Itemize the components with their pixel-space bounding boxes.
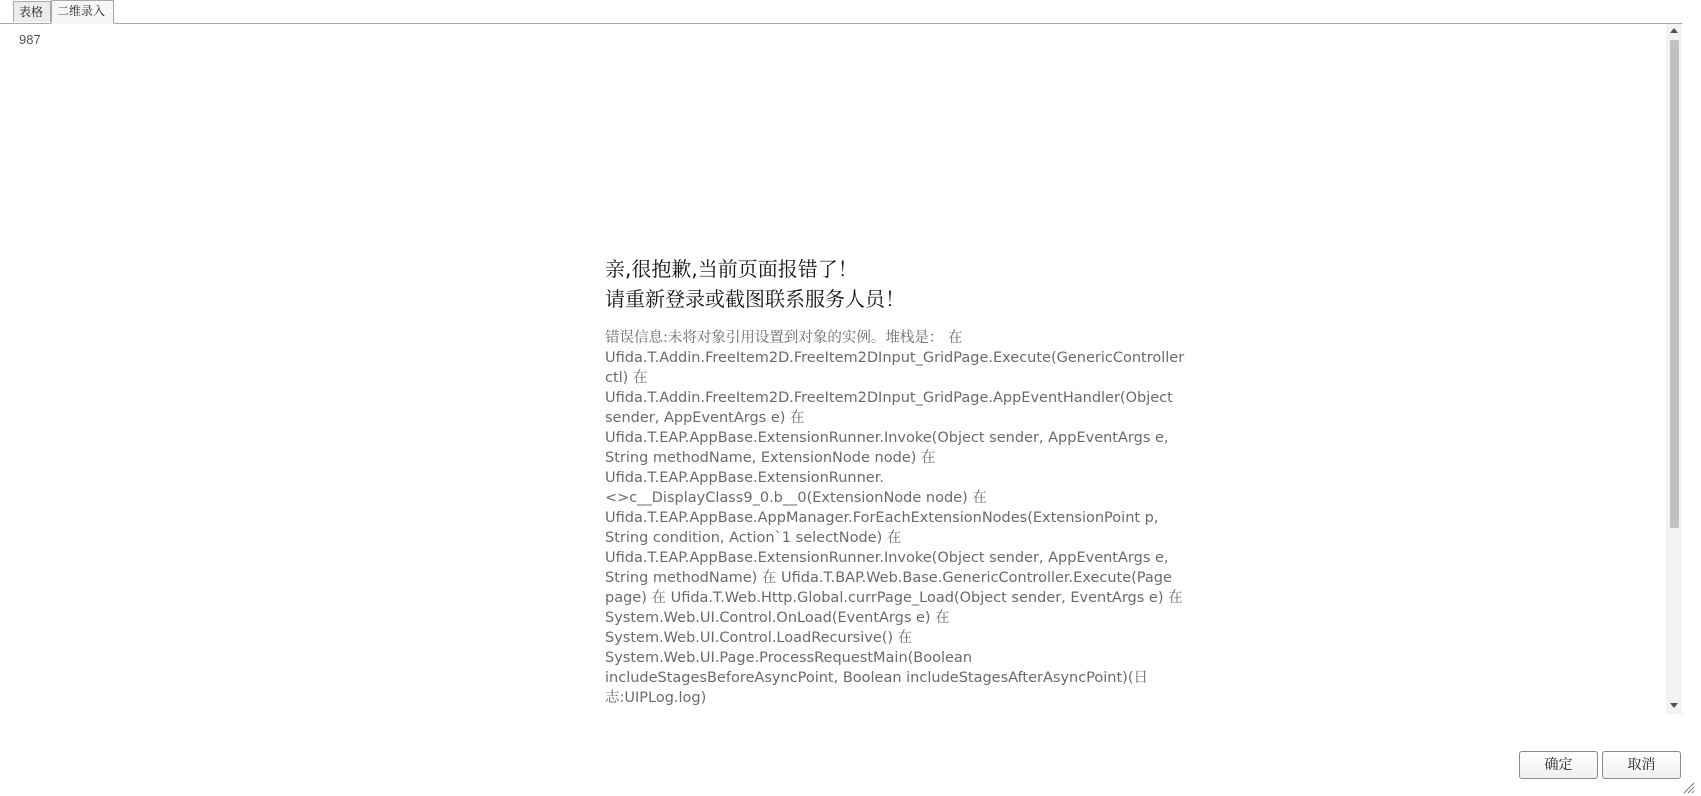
error-title-line1: 亲,很抱歉,当前页面报错了！ <box>605 257 858 281</box>
field-value: 987 <box>19 32 41 47</box>
resize-grip-icon[interactable] <box>1681 780 1695 794</box>
tab-table[interactable]: 表格 <box>13 1 51 22</box>
vertical-scrollbar[interactable] <box>1666 24 1682 714</box>
scroll-thumb[interactable] <box>1670 40 1679 528</box>
scroll-up-arrow-icon[interactable] <box>1666 24 1682 38</box>
error-detail: 错误信息:未将对象引用设置到对象的实例。堆栈是： 在 Ufida.T.Addin.FreeItem2D.FreeItem2DInput_GridPage.Execute(GenericController ctl) 在 Ufida.T.Addin.FreeItem2D.FreeItem2DInput_GridPage.AppEventHandler(Object sender, AppEventArgs e) 在 Ufida.T.EAP.AppBase.ExtensionRunner.Invoke(Object sender, AppEventArgs e, String methodName, ExtensionNode node) 在 Ufida.T.EAP.AppBase.ExtensionRunner.<>c__DisplayClass9_0.b__0(ExtensionNode node) 在 Ufida.T.EAP.AppBase.AppManager.ForEachExtensionNodes(ExtensionPoint p, String condition, Action`1 selectNode) 在 Ufida.T.EAP.AppBase.ExtensionRunner.Invoke(Object sender, AppEventArgs e, String methodName) 在 Ufida.T.BAP.Web.Base.GenericController.Execute(Page page) 在 Ufida.T.Web.Http.Global.currPage_Load(Object sender, EventArgs e) 在 System.Web.UI.Control.OnLoad(EventArgs e) 在 System.Web.UI.Control.LoadRecursive() 在 System.Web.UI.Page.ProcessRequestMain(Boolean includeStagesBeforeAsyncPoint, Boolean includeStagesAfterAsyncPoint)(日志:UIPLog.log) <box>605 330 1185 706</box>
error-panel <box>605 254 1185 708</box>
content-area <box>0 24 1666 714</box>
tab-strip <box>0 0 1682 24</box>
error-title-line2: 请重新登录或截图联系服务人员！ <box>605 287 905 311</box>
cancel-button[interactable]: 取消 <box>1602 751 1681 779</box>
tab-2d-input[interactable]: 二维录入 <box>51 0 114 24</box>
ok-button[interactable]: 确定 <box>1519 751 1598 779</box>
scroll-down-arrow-icon[interactable] <box>1666 700 1682 714</box>
